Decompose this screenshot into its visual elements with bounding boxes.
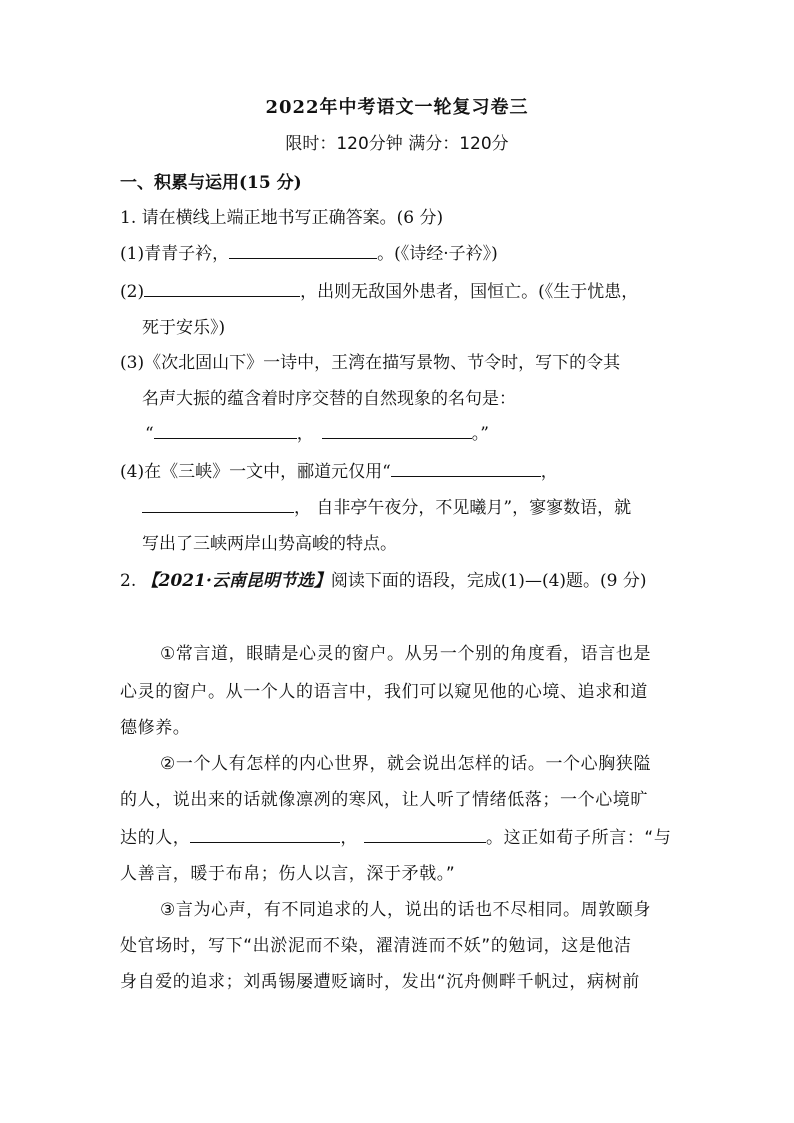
answer-blank[interactable]	[322, 423, 472, 439]
close-quote: 。”	[471, 424, 489, 444]
open-quote: “	[145, 424, 154, 444]
question-2-stem-text: 阅读下面的语段，完成(1)—(4)题。(9 分)	[330, 571, 647, 591]
answer-blank[interactable]	[154, 423, 297, 439]
question-2-source: 【2021·云南昆明节选】	[141, 571, 331, 591]
passage-para-3-line-2: 处官场时，写下“出淤泥而不染，濯清涟而不妖”的勉词，这是他洁	[120, 936, 632, 956]
passage-para-2-line-4: 人善言，暖于布帛；伤人以言，深于矛戟。”	[120, 864, 456, 884]
question-1-part-4-line-1	[120, 461, 680, 483]
answer-blank[interactable]	[142, 497, 294, 513]
passage-para-3-line-1: ③言为心声，有不同追求的人，说出的话也不尽相同。周敦颐身	[160, 900, 652, 920]
comma: ，	[340, 828, 359, 848]
question-1-part-4-line-2	[142, 497, 680, 519]
exam-subtitle: 限时：120分钟 满分：120分	[285, 134, 509, 154]
passage-text: 。这正如荀子所言：“与	[486, 828, 672, 848]
exam-title: 2022年中考语文一轮复习卷三	[265, 97, 529, 118]
question-1-part-2	[120, 281, 680, 303]
question-2-stem	[120, 570, 680, 592]
part-2-text-end: ，出则无敌国外患者，国恒亡。(《生于忧患，	[300, 282, 639, 302]
answer-blank[interactable]	[190, 827, 340, 843]
passage-para-1-line-1: ①常言道，眼睛是心灵的窗户。从另一个别的角度看，语言也是	[160, 644, 652, 664]
answer-blank[interactable]	[364, 827, 486, 843]
passage-text: 达的人，	[120, 828, 191, 848]
question-2-number: 2.	[120, 571, 142, 591]
answer-blank[interactable]	[229, 243, 377, 259]
question-1-part-3-line-3	[145, 423, 680, 445]
comma: ，	[296, 424, 314, 444]
passage-para-3-line-3: 身自爱的追求；刘禹锡屡遭贬谪时，发出“沉舟侧畔千帆过，病树前	[120, 972, 640, 992]
question-1-part-3-line-2: 名声大振的蕴含着时序交替的自然现象的名句是：	[142, 389, 516, 409]
answer-blank[interactable]	[144, 281, 300, 297]
passage-para-2-line-2: 的人，说出来的话就像凛冽的寒风，让人听了情绪低落；一个心境旷	[120, 790, 648, 810]
passage-para-1-line-3: 德修养。	[120, 718, 191, 738]
question-1-part-4-line-3: 写出了三峡两岸山势高峻的特点。	[142, 534, 397, 554]
answer-blank[interactable]	[391, 461, 541, 477]
part-2-text-start: (2)	[120, 282, 145, 302]
passage-para-2-line-3	[120, 827, 680, 849]
comma: ，	[540, 462, 558, 482]
question-1-part-2-cont: 死于安乐》)	[142, 318, 226, 338]
part-1-text-start: (1)青青子衿，	[120, 244, 230, 264]
part-4-text-start: (4)在《三峡》一文中，郦道元仅用“	[120, 462, 391, 482]
question-1-stem: 1. 请在横线上端正地书写正确答案。(6 分)	[120, 208, 444, 228]
passage-para-2-line-1: ②一个人有怎样的内心世界，就会说出怎样的话。一个心胸狭隘	[160, 754, 652, 774]
passage-para-1-line-2: 心灵的窗户。从一个人的语言中，我们可以窥见他的心境、追求和道	[120, 682, 648, 702]
part-1-text-end: 。(《诗经·子衿》)	[377, 244, 498, 264]
question-1-part-1	[120, 243, 680, 265]
question-1-part-3-line-1: (3)《次北固山下》一诗中，王湾在描写景物、节令时，写下的令其	[120, 353, 621, 373]
part-4-text-mid: ， 自非亭午夜分，不见曦月”，寥寥数语，就	[294, 498, 632, 518]
section-heading: 一、积累与运用(15 分)	[120, 173, 302, 193]
